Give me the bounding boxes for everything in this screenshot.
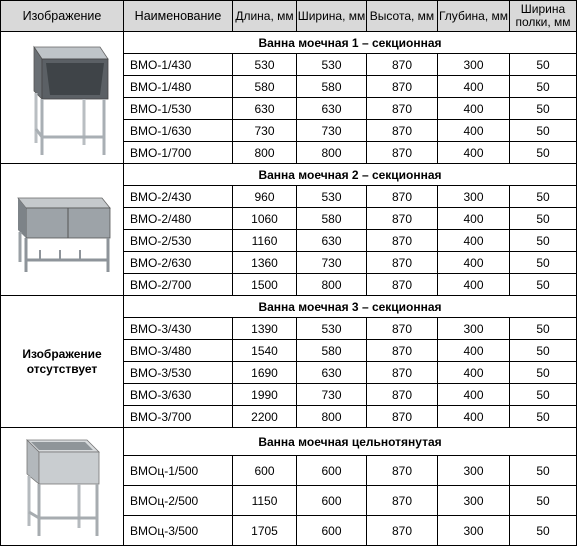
cell-name: ВМО-3/480 (124, 340, 233, 362)
cell-width: 600 (297, 516, 367, 546)
cell-name: ВМОц-2/500 (124, 486, 233, 516)
cell-depth: 400 (438, 76, 510, 98)
cell-name: ВМО-3/630 (124, 384, 233, 406)
cell-shelf: 50 (510, 274, 577, 296)
cell-height: 870 (367, 208, 438, 230)
cell-shelf: 50 (510, 230, 577, 252)
cell-name: ВМО-2/480 (124, 208, 233, 230)
cell-name: ВМОц-3/500 (124, 516, 233, 546)
cell-length: 530 (233, 54, 297, 76)
cell-height: 870 (367, 274, 438, 296)
cell-depth: 300 (438, 516, 510, 546)
cell-name: ВМО-1/480 (124, 76, 233, 98)
cell-length: 580 (233, 76, 297, 98)
cell-height: 870 (367, 340, 438, 362)
cell-length: 1360 (233, 252, 297, 274)
cell-name: ВМО-1/630 (124, 120, 233, 142)
section-header-row (1, 428, 577, 456)
cell-name: ВМО-2/530 (124, 230, 233, 252)
cell-depth: 400 (438, 406, 510, 428)
cell-length: 1150 (233, 486, 297, 516)
cell-depth: 400 (438, 120, 510, 142)
cell-shelf: 50 (510, 54, 577, 76)
section-header-row (1, 32, 577, 54)
header-name: Наименование (124, 1, 233, 32)
product-image-cell (1, 428, 124, 546)
cell-height: 870 (367, 384, 438, 406)
cell-depth: 300 (438, 456, 510, 486)
cell-width: 800 (297, 406, 367, 428)
cell-length: 960 (233, 186, 297, 208)
cell-length: 1060 (233, 208, 297, 230)
header-height: Высота, мм (367, 1, 438, 32)
cell-depth: 400 (438, 384, 510, 406)
cell-length: 2200 (233, 406, 297, 428)
header-width: Ширина, мм (297, 1, 367, 32)
cell-depth: 400 (438, 230, 510, 252)
cell-length: 1690 (233, 362, 297, 384)
cell-shelf: 50 (510, 186, 577, 208)
cell-width: 600 (297, 456, 367, 486)
cell-shelf: 50 (510, 142, 577, 164)
section-title: Ванна моечная 3 – секционная (124, 296, 577, 318)
cell-name: ВМО-3/430 (124, 318, 233, 340)
one-section-sink-image (12, 37, 112, 159)
cell-depth: 300 (438, 318, 510, 340)
cell-depth: 400 (438, 98, 510, 120)
product-image-cell (1, 164, 124, 296)
cell-width: 800 (297, 274, 367, 296)
cell-height: 870 (367, 486, 438, 516)
cell-shelf: 50 (510, 98, 577, 120)
cell-width: 530 (297, 318, 367, 340)
cell-depth: 400 (438, 142, 510, 164)
product-image-cell (1, 296, 124, 428)
cell-shelf: 50 (510, 76, 577, 98)
product-image-cell (1, 32, 124, 164)
cell-name: ВМО-1/700 (124, 142, 233, 164)
cell-shelf: 50 (510, 486, 577, 516)
header-row (1, 1, 577, 32)
cell-length: 600 (233, 456, 297, 486)
cell-width: 630 (297, 230, 367, 252)
cell-shelf: 50 (510, 318, 577, 340)
cell-name: ВМОц-1/500 (124, 456, 233, 486)
cell-height: 870 (367, 516, 438, 546)
cell-length: 1160 (233, 230, 297, 252)
cell-width: 730 (297, 384, 367, 406)
two-section-sink-image (10, 184, 114, 276)
cell-height: 870 (367, 362, 438, 384)
header-shelf: Ширина полки, мм (510, 1, 577, 32)
cell-shelf: 50 (510, 340, 577, 362)
cell-length: 730 (233, 120, 297, 142)
cell-length: 1990 (233, 384, 297, 406)
cell-height: 870 (367, 230, 438, 252)
cell-height: 870 (367, 76, 438, 98)
cell-name: ВМО-2/430 (124, 186, 233, 208)
cell-height: 870 (367, 120, 438, 142)
cell-length: 1500 (233, 274, 297, 296)
header-depth: Глубина, мм (438, 1, 510, 32)
cell-shelf: 50 (510, 516, 577, 546)
cell-width: 530 (297, 54, 367, 76)
section-title: Ванна моечная 2 – секционная (124, 164, 577, 186)
cell-name: ВМО-1/530 (124, 98, 233, 120)
cell-height: 870 (367, 54, 438, 76)
cell-length: 630 (233, 98, 297, 120)
cell-depth: 400 (438, 340, 510, 362)
section-header-row (1, 164, 577, 186)
cell-name: ВМО-1/430 (124, 54, 233, 76)
cell-shelf: 50 (510, 208, 577, 230)
cell-width: 800 (297, 142, 367, 164)
cell-width: 580 (297, 76, 367, 98)
cell-height: 870 (367, 142, 438, 164)
cell-width: 530 (297, 186, 367, 208)
cell-shelf: 50 (510, 384, 577, 406)
cell-height: 870 (367, 456, 438, 486)
cell-depth: 300 (438, 54, 510, 76)
cell-shelf: 50 (510, 252, 577, 274)
cell-length: 800 (233, 142, 297, 164)
cell-height: 870 (367, 98, 438, 120)
cell-depth: 400 (438, 362, 510, 384)
cell-name: ВМО-3/700 (124, 406, 233, 428)
cell-depth: 400 (438, 208, 510, 230)
cell-name: ВМО-2/700 (124, 274, 233, 296)
cell-height: 870 (367, 252, 438, 274)
cell-name: ВМО-2/630 (124, 252, 233, 274)
header-length: Длина, мм (233, 1, 297, 32)
cell-shelf: 50 (510, 120, 577, 142)
header-image: Изображение (1, 1, 124, 32)
seamless-sink-image (17, 432, 107, 542)
section-title: Ванна моечная 1 – секционная (124, 32, 577, 54)
cell-height: 870 (367, 318, 438, 340)
cell-width: 730 (297, 252, 367, 274)
cell-width: 630 (297, 98, 367, 120)
cell-width: 580 (297, 340, 367, 362)
cell-height: 870 (367, 186, 438, 208)
cell-length: 1540 (233, 340, 297, 362)
cell-depth: 300 (438, 186, 510, 208)
cell-shelf: 50 (510, 456, 577, 486)
cell-height: 870 (367, 406, 438, 428)
cell-shelf: 50 (510, 406, 577, 428)
cell-width: 580 (297, 208, 367, 230)
cell-width: 600 (297, 486, 367, 516)
cell-depth: 400 (438, 252, 510, 274)
section-header-row (1, 296, 577, 318)
cell-length: 1390 (233, 318, 297, 340)
cell-shelf: 50 (510, 362, 577, 384)
no-image-text: Изображение отсутствует (22, 346, 102, 376)
section-title: Ванна моечная цельнотянутая (124, 428, 577, 456)
cell-name: ВМО-3/530 (124, 362, 233, 384)
cell-depth: 400 (438, 274, 510, 296)
cell-width: 630 (297, 362, 367, 384)
cell-length: 1705 (233, 516, 297, 546)
cell-depth: 300 (438, 486, 510, 516)
cell-width: 730 (297, 120, 367, 142)
